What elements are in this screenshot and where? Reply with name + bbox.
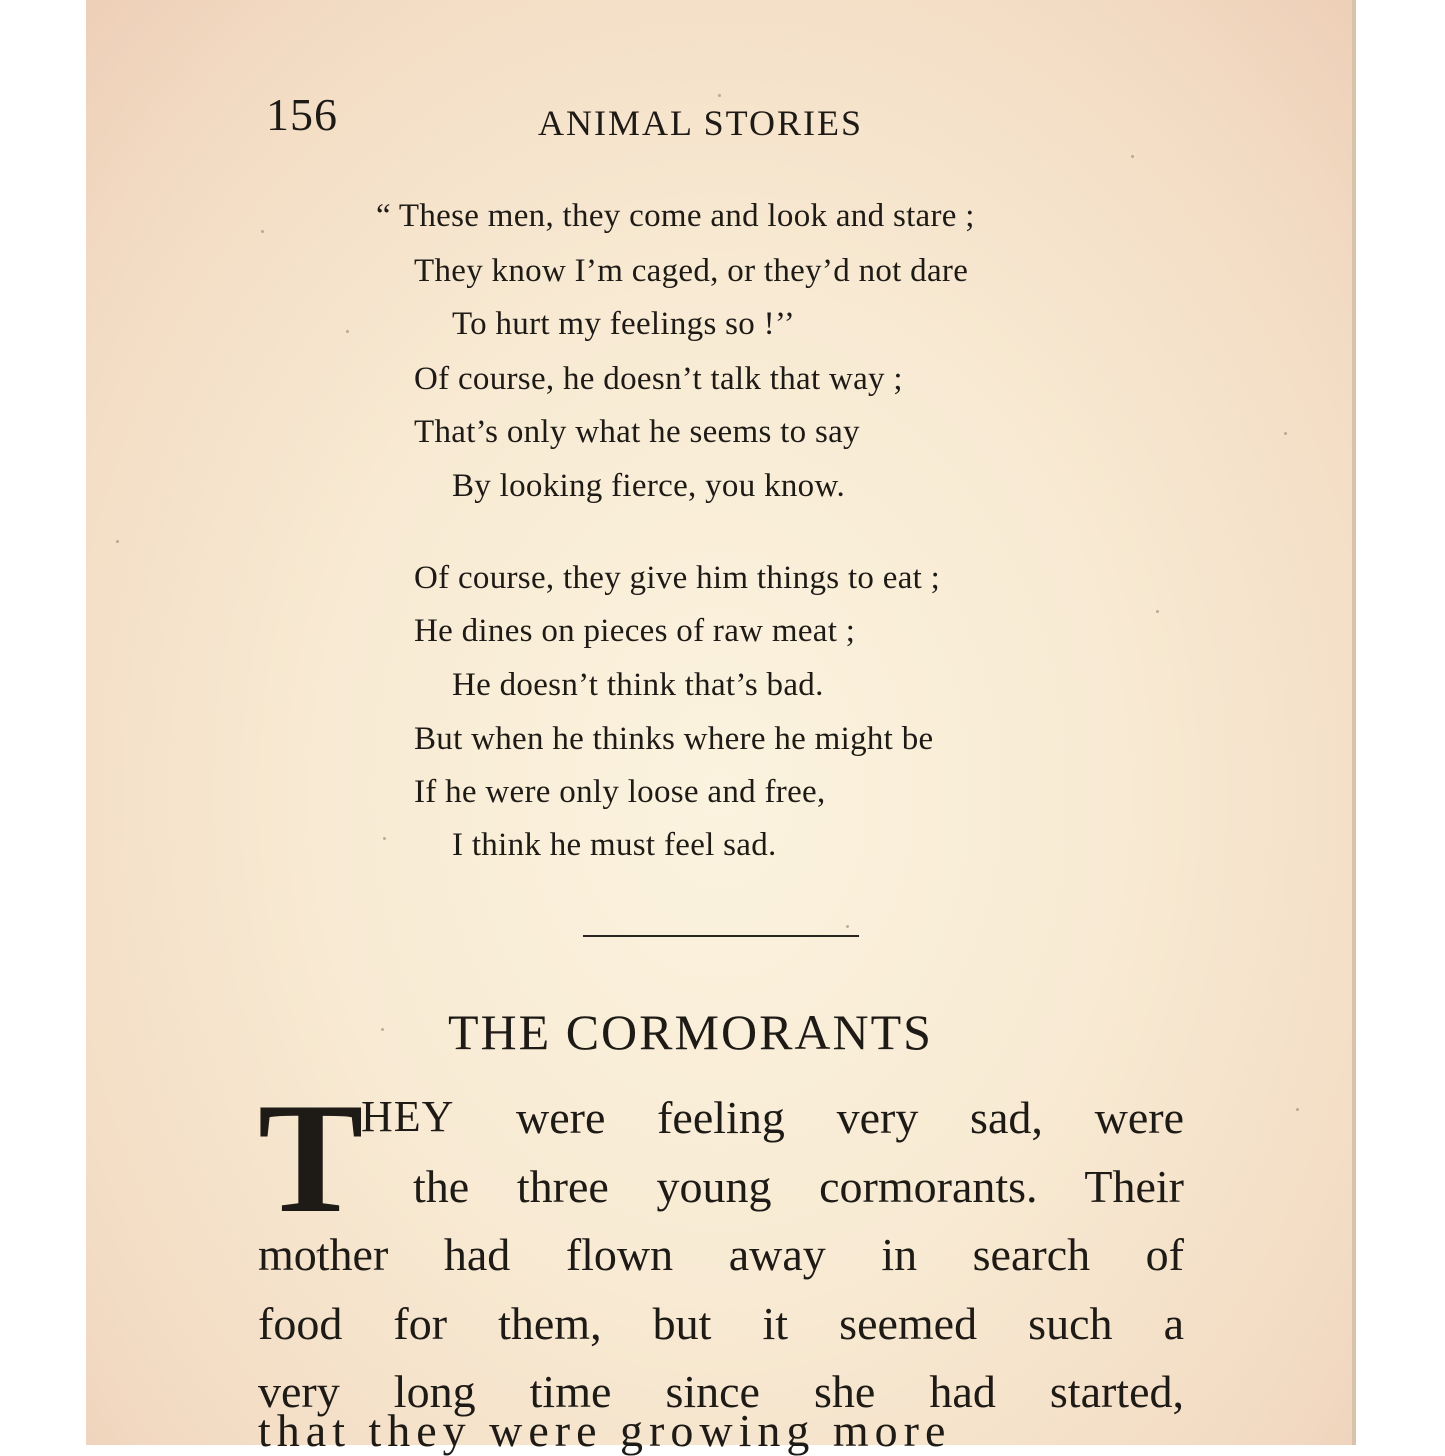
cut-off-story-line [258,1405,1183,1456]
paper-speck [381,1028,384,1031]
paper-speck [1284,432,1287,435]
paper-speck [1156,610,1159,613]
poem-line: If he were only loose and free, [414,774,826,810]
book-page [86,0,1354,1456]
story-line: food for them, but it seemed such a [258,1298,1184,1349]
paper-speck [718,94,721,97]
paper-speck [116,540,119,543]
poem-line: But when he thinks where he might be [414,721,934,757]
page-number: 156 [266,89,338,140]
running-head: ANIMAL STORIES [538,103,864,143]
poem-line: He dines on pieces of raw meat ; [414,613,856,649]
paper-speck [346,330,349,333]
drop-cap: T [258,1071,364,1246]
paper-speck [846,925,849,928]
paper-speck [383,837,386,840]
paper-speck [261,230,264,233]
poem-line: To hurt my feelings so !’’ [452,306,796,342]
poem-line: “ These men, they come and look and stare ; [376,198,975,234]
poem-line: Of course, he doesn’t talk that way ; [414,361,903,397]
story-line: were feeling very sad, were [516,1092,1184,1143]
first-word-small-caps: HEY [361,1092,455,1141]
poem-line: Of course, they give him things to eat ; [414,560,941,596]
poem-line: By looking fierce, you know. [452,468,846,504]
story-line: the three young cormorants. Their [413,1161,1184,1212]
paper-speck [1131,155,1134,158]
paper-speck [1296,1108,1299,1111]
section-divider [583,935,859,937]
poem-line: I think he must feel sad. [452,827,777,863]
poem-line: They know I’m caged, or they’d not dare [414,253,969,289]
poem-line: He doesn’t think that’s bad. [452,667,824,703]
poem-line: That’s only what he seems to say [414,414,860,450]
cut-off-text: that they were growing more [258,1405,952,1456]
story-line: mother had flown away in search of [258,1229,1184,1280]
page-edge [1352,0,1356,1445]
story-title: THE CORMORANTS [448,1004,933,1060]
story-line: very long time since she had started, [258,1366,1184,1417]
